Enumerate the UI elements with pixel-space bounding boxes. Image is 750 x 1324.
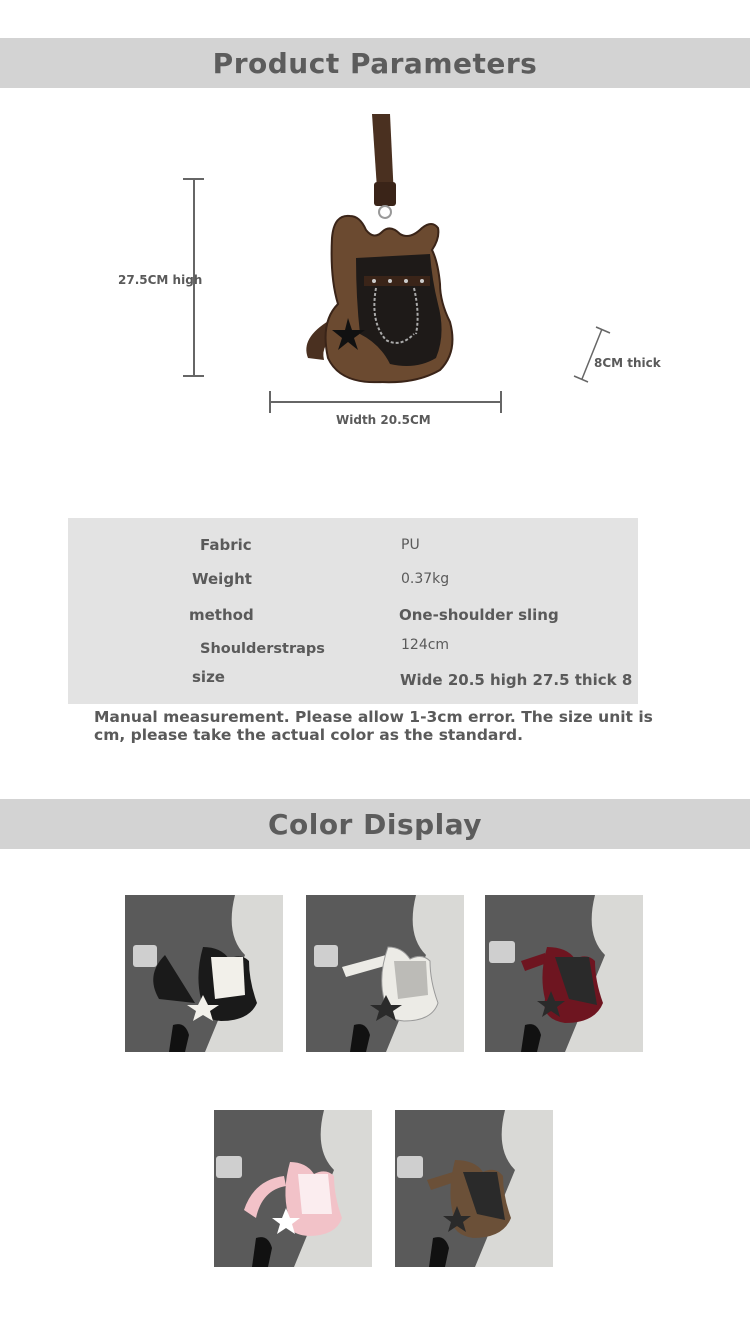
param-label-size: size	[192, 668, 225, 686]
color-swatch-pink[interactable]	[214, 1110, 372, 1267]
product-image	[290, 108, 470, 388]
param-label-method: method	[189, 606, 254, 624]
param-label-shoulderstraps: Shoulderstraps	[200, 641, 325, 657]
parameters-table	[68, 518, 638, 704]
param-label-weight: Weight	[192, 570, 252, 588]
height-tick-top	[183, 178, 204, 180]
param-value-fabric: PU	[401, 537, 420, 553]
color-swatch-black[interactable]	[125, 895, 283, 1052]
width-tick-right	[500, 391, 502, 413]
height-tick-bottom	[183, 375, 204, 377]
param-label-fabric: Fabric	[200, 536, 252, 554]
param-value-weight: 0.37kg	[401, 571, 450, 587]
color-swatch-burgundy[interactable]	[485, 895, 643, 1052]
param-value-shoulderstraps: 124cm	[401, 637, 450, 653]
color-swatch-brown[interactable]	[395, 1110, 553, 1267]
thickness-label: 8CM thick	[594, 356, 661, 370]
measurement-note: Manual measurement. Please allow 1-3cm error. The size unit is cm, please take the actual color as the standard.	[94, 708, 653, 744]
param-value-size: Wide 20.5 high 27.5 thick 8	[400, 671, 633, 689]
color-swatch-white[interactable]	[306, 895, 464, 1052]
width-tick-left	[269, 391, 271, 413]
thickness-dimension-line	[570, 322, 616, 386]
section-title: Product Parameters	[212, 46, 538, 80]
section-header-parameters	[0, 38, 750, 88]
section-header-colors	[0, 799, 750, 849]
height-label: 27.5CM high	[118, 273, 203, 287]
width-dimension-line	[270, 401, 501, 403]
param-value-method: One-shoulder sling	[399, 606, 559, 624]
width-label: Width 20.5CM	[336, 413, 431, 427]
section-title: Color Display	[267, 807, 483, 841]
